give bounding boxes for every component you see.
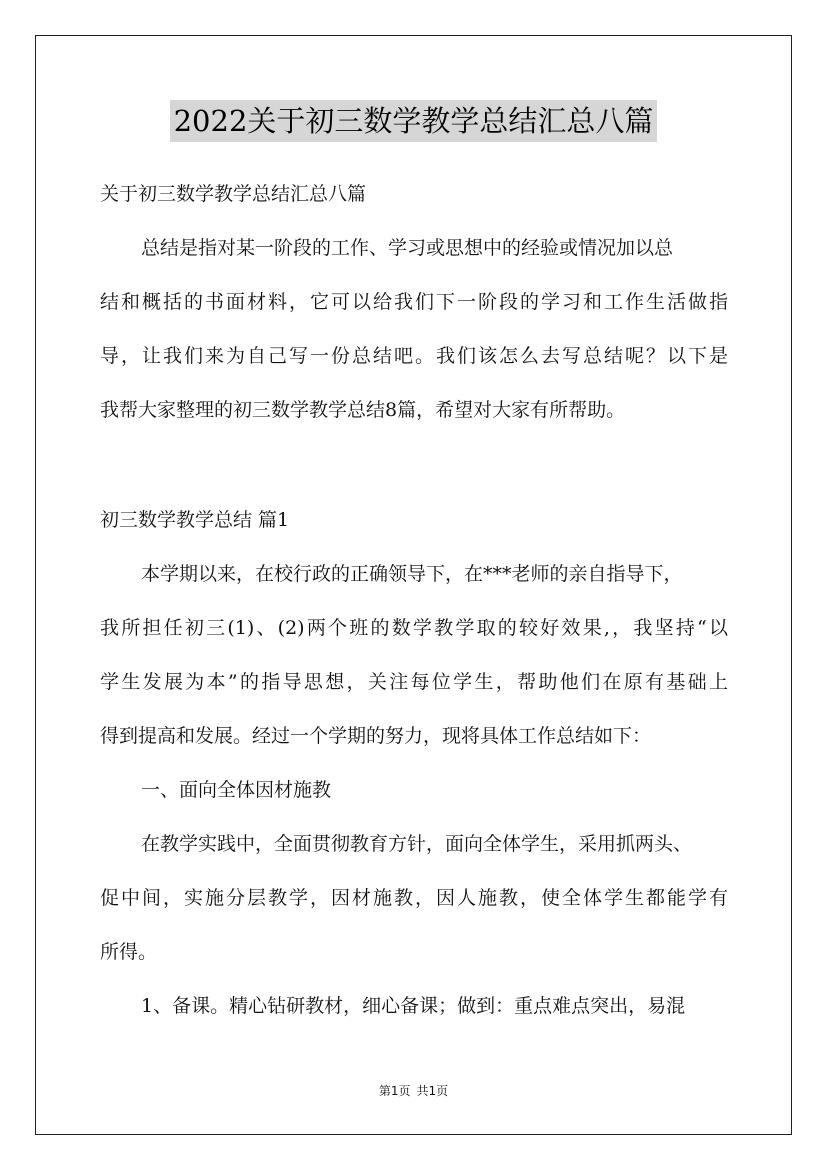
intro-paragraph-line-1: 总结是指对某一阶段的工作、学习或思想中的经验或情况加以总 xyxy=(141,237,674,259)
body-paragraph-1-line-2: 我所担任初三(1)、(2)两个班的数学教学取的较好效果,，我坚持“以 xyxy=(100,617,728,639)
subheading-1: 一、面向全体因材施教 xyxy=(141,779,332,801)
body-paragraph-2-line-2: 促中间，实施分层教学，因材施教，因人施教，使全体学生都能学有 xyxy=(100,887,728,909)
page-number: 第1页 xyxy=(378,1084,411,1098)
subtitle-line: 关于初三数学教学总结汇总八篇 xyxy=(100,183,367,205)
intro-paragraph-line-4: 我帮大家整理的初三数学教学总结8篇，希望对大家有所帮助。 xyxy=(100,399,626,421)
title-container xyxy=(0,100,827,142)
body-paragraph-2-line-3: 所得。 xyxy=(100,941,158,963)
body-paragraph-3-line-1: 1、备课。精心钻研教材，细心备课；做到：重点难点突出，易混 xyxy=(141,995,686,1017)
document-title: 2022关于初三数学教学总结汇总八篇 xyxy=(170,100,658,142)
total-pages: 共1页 xyxy=(416,1084,449,1098)
body-paragraph-2-line-1: 在教学实践中，全面贯彻教育方针，面向全体学生，采用抓两头、 xyxy=(141,833,693,855)
body-paragraph-1-line-3: 学生发展为本”的指导思想，关注每位学生，帮助他们在原有基础上 xyxy=(100,671,728,693)
body-paragraph-1-line-4: 得到提高和发展。经过一个学期的努力，现将具体工作总结如下： xyxy=(100,725,652,747)
body-paragraph-1-line-1: 本学期以来，在校行政的正确领导下，在***老师的亲自指导下， xyxy=(141,563,683,585)
section-heading: 初三数学教学总结 篇1 xyxy=(100,509,290,531)
intro-paragraph-line-3: 导，让我们来为自己写一份总结吧。我们该怎么去写总结呢？以下是 xyxy=(100,345,728,367)
intro-paragraph-line-2: 结和概括的书面材料，它可以给我们下一阶段的学习和工作生活做指 xyxy=(100,291,728,313)
page-footer xyxy=(0,1083,827,1099)
